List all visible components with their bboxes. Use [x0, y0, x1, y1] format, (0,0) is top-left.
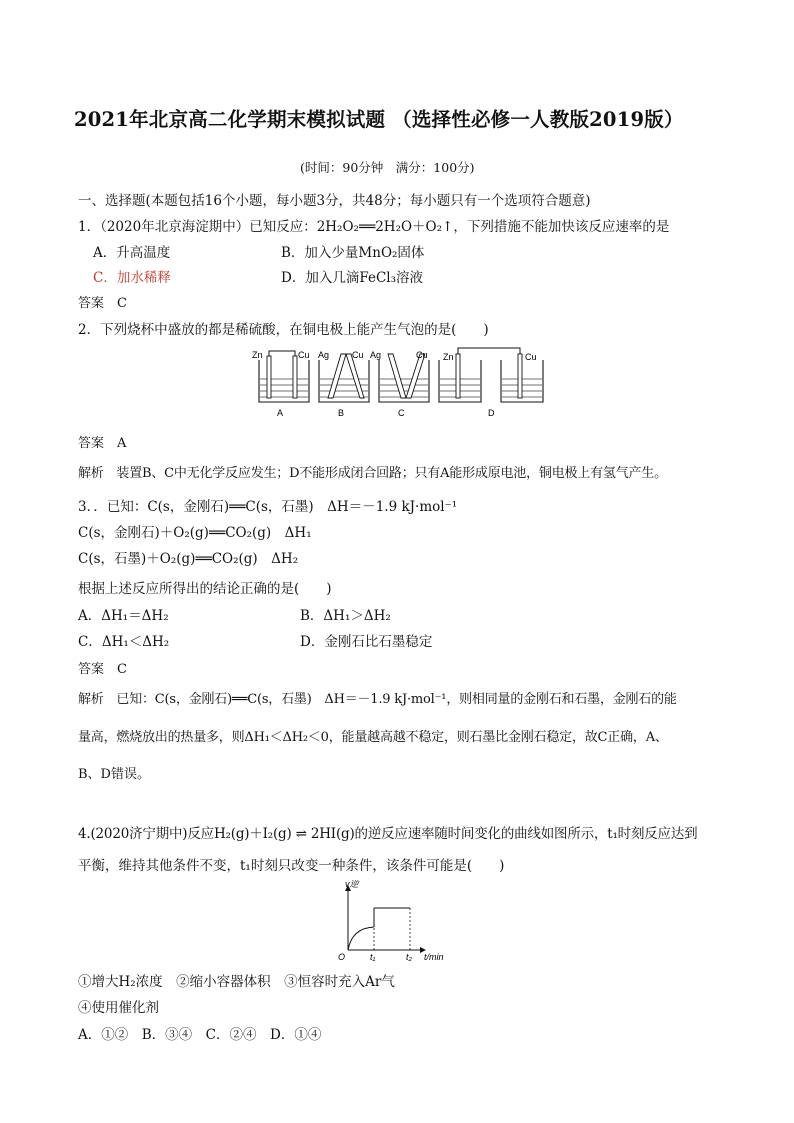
q1-option-b: B．加入少量MnO₂固体	[281, 245, 425, 261]
q3-analysis-line-1: 解析 已知：C(s，金刚石)══C(s，石墨) ΔH＝－1.9 kJ·mol⁻¹，则相同量的金刚石和石墨，金刚石的能	[78, 692, 677, 707]
zn-electrode	[456, 354, 460, 398]
q4-stem-line-1: 4.(2020济宁期中)反应H₂(g)＋I₂(g) ⇌ 2HI(g)的逆反应速率随时间变化的曲线如图所示，t₁时刻反应达到	[78, 826, 698, 842]
rate-time-graph	[330, 880, 460, 964]
q3-question: 根据上述反应所得出的结论正确的是( )	[78, 581, 332, 597]
q1-answer: 答案 C	[78, 296, 127, 311]
label-d-right: Cu	[525, 352, 537, 362]
label-a: A	[277, 408, 284, 418]
exam-time-score: (时间：90分钟 满分：100分)	[300, 160, 475, 175]
cu-electrode	[518, 354, 522, 398]
q1-stem: 1．（2020年北京海淀期中）已知反应：2H₂O₂══2H₂O＋O₂↑，下列措施不能加快该反应速率的是	[78, 219, 670, 235]
beaker-d	[439, 348, 543, 418]
graph-y-label: v逆	[345, 880, 359, 889]
q4-choices-line-2: ④使用催化剂	[78, 1000, 159, 1016]
graph-t1: t₁	[370, 952, 376, 962]
q1-option-d: D．加入几滴FeCl₃溶液	[281, 270, 424, 286]
beaker-c	[370, 350, 429, 418]
graph-origin: O	[338, 952, 346, 962]
label-c-left: Ag	[370, 350, 382, 360]
label-b-left: Ag	[318, 350, 330, 360]
label-a-left: Zn	[252, 350, 263, 360]
page-title: 2021年北京高二化学期末模拟试题 （选择性必修一人教版2019版）	[74, 108, 684, 131]
label-b-right: Cu	[352, 350, 364, 360]
beaker-b	[318, 350, 369, 418]
label-d-left: Zn	[443, 352, 454, 362]
q3-answer: 答案 C	[78, 662, 127, 677]
beaker-a	[252, 350, 310, 418]
q3-option-a: A．ΔH₁＝ΔH₂	[78, 608, 169, 624]
q4-choices-line-1: ①增大H₂浓度 ②缩小容器体积 ③恒容时充入Ar气	[78, 974, 395, 990]
label-b: B	[338, 408, 345, 418]
graph-x-label: t/min	[424, 952, 444, 962]
label-c-right: Cu	[416, 350, 428, 360]
q3-option-d: D．金刚石比石墨稳定	[300, 634, 433, 650]
q3-option-b: B．ΔH₁＞ΔH₂	[300, 608, 391, 624]
q4-options: A．①② B．③④ C．②④ D．①④	[78, 1027, 322, 1043]
graph-t2: t₂	[406, 952, 412, 962]
q3-stem: 3．．已知：C(s，金刚石)══C(s，石墨) ΔH＝－1.9 kJ·mol⁻¹	[78, 499, 458, 515]
q4-stem-line-2: 平衡，维持其他条件不变，t₁时刻只改变一种条件，该条件可能是( )	[78, 858, 505, 874]
label-c: C	[398, 408, 405, 418]
q1-option-c: C．加水稀释	[93, 270, 171, 286]
q3-analysis-line-2: 量高，燃烧放出的热量多，则ΔH₁＜ΔH₂＜0，能量越高越不稳定，则石墨比金刚石稳定，故C正确，A、	[78, 730, 668, 745]
cu-electrode	[293, 356, 297, 398]
q2-analysis: 解析 装置B、C中无化学反应发生；D不能形成闭合回路；只有A能形成原电池，铜电极上有氢气产生。	[78, 466, 667, 481]
wire	[269, 351, 295, 356]
label-d: D	[488, 408, 495, 418]
q2-stem: 2．下列烧杯中盛放的都是稀硫酸，在铜电极上能产生气泡的是( )	[78, 322, 489, 338]
zn-electrode	[267, 356, 271, 398]
q3-equation-1: C(s，金刚石)＋O₂(g)══CO₂(g) ΔH₁	[78, 525, 312, 541]
q2-answer: 答案 A	[78, 436, 127, 451]
rate-curve	[348, 927, 374, 950]
q3-analysis-line-3: B、D错误。	[78, 767, 150, 782]
q3-equation-2: C(s，石墨)＋O₂(g)══CO₂(g) ΔH₂	[78, 551, 299, 567]
beaker-figure	[250, 346, 550, 422]
q3-option-c: C．ΔH₁＜ΔH₂	[78, 634, 170, 650]
label-a-right: Cu	[298, 350, 310, 360]
section-heading: 一、选择题(本题包括16个小题，每小题3分，共48分；每小题只有一个选项符合题意)	[78, 193, 591, 209]
q1-option-a: A．升高温度	[93, 245, 171, 261]
wire	[458, 348, 520, 354]
